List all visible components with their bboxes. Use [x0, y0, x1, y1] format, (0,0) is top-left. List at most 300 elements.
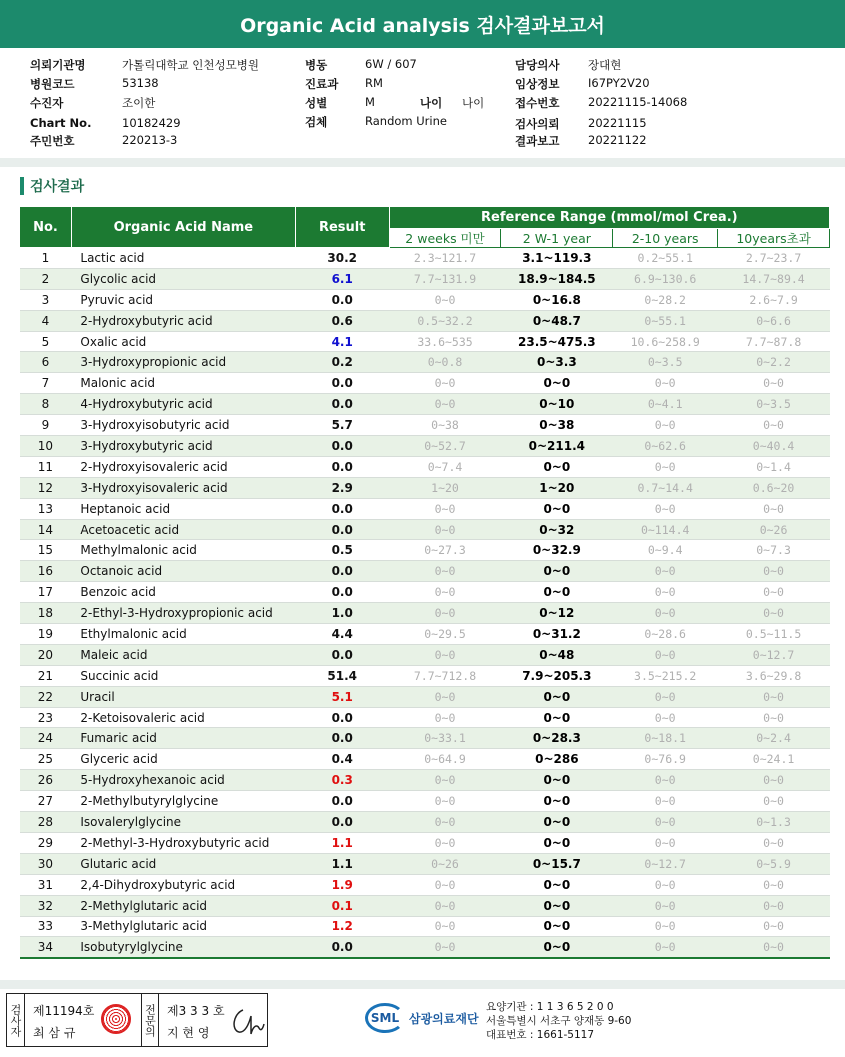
ref-2-10years: 0~0: [613, 582, 718, 603]
table-row: [20, 916, 830, 937]
result-value: 5.1: [295, 686, 389, 707]
ref-10years: 0~26: [718, 519, 830, 540]
ref-10years: 7.7~87.8: [718, 331, 830, 352]
acid-name: Succinic acid: [71, 665, 295, 686]
ref-10years: 14.7~89.4: [718, 268, 830, 289]
result-value: 0.0: [295, 498, 389, 519]
ref-2w-1year: 0~0: [501, 498, 613, 519]
table-row: [20, 540, 830, 561]
row-number: 17: [20, 582, 72, 603]
seal-stamp: [101, 1004, 131, 1034]
row-number: 18: [20, 603, 72, 624]
result-value: 6.1: [295, 268, 389, 289]
ref-2w-1year: 0~0: [501, 456, 613, 477]
table-row: [20, 373, 830, 394]
clinical-value: I67PY2V20: [588, 76, 650, 90]
ref-col-header: 2-10 years: [613, 229, 718, 248]
ref-2w-1year: 0~211.4: [501, 436, 613, 457]
ref-10years: 0~3.5: [718, 394, 830, 415]
ref-2w-1year: 0~38: [501, 415, 613, 436]
ref-2-10years: 0~114.4: [613, 519, 718, 540]
row-number: 16: [20, 561, 72, 582]
examinee-label: 수진자: [30, 96, 64, 110]
result-value: 0.2: [295, 352, 389, 373]
ref-2-10years: 0~0: [613, 603, 718, 624]
request-label: 검사의뢰: [515, 117, 560, 131]
table-row: [20, 352, 830, 373]
ref-2weeks: 0~29.5: [389, 624, 501, 645]
ref-2weeks: 0~26: [389, 853, 501, 874]
ref-10years: 0~0: [718, 498, 830, 519]
acid-name: 3-Hydroxyisovaleric acid: [71, 477, 295, 498]
ref-2-10years: 0~0: [613, 498, 718, 519]
row-number: 21: [20, 665, 72, 686]
acid-name: Uracil: [71, 686, 295, 707]
table-row: [20, 832, 830, 853]
ref-2-10years: 6.9~130.6: [613, 268, 718, 289]
sml-logo: [365, 1003, 479, 1033]
doctor-value: 장대현: [588, 58, 622, 72]
ref-2w-1year: 0~0: [501, 561, 613, 582]
hospital-code-value: 53138: [122, 76, 159, 90]
ref-2-10years: 0~0: [613, 937, 718, 958]
ref-2w-1year: 0~0: [501, 791, 613, 812]
ref-2w-1year: 0~16.8: [501, 289, 613, 310]
examinee-value: 조이한: [122, 96, 156, 110]
result-value: 51.4: [295, 665, 389, 686]
table-row: [20, 686, 830, 707]
ref-2w-1year: 0~0: [501, 874, 613, 895]
ref-2weeks: 33.6~535: [389, 331, 501, 352]
row-number: 9: [20, 415, 72, 436]
table-row: [20, 519, 830, 540]
ref-10years: 0~0: [718, 916, 830, 937]
ref-2-10years: 0~12.7: [613, 853, 718, 874]
result-value: 4.1: [295, 331, 389, 352]
ref-2-10years: 0~0: [613, 832, 718, 853]
ref-2weeks: 0~0: [389, 812, 501, 833]
ref-2w-1year: 0~0: [501, 373, 613, 394]
acid-name: 3-Methylglutaric acid: [71, 916, 295, 937]
ref-2-10years: 0~28.6: [613, 624, 718, 645]
examiner-name: 최 삼 규: [33, 1026, 76, 1040]
ref-10years: 0~40.4: [718, 436, 830, 457]
ref-2-10years: 0~0: [613, 456, 718, 477]
sex-label: 성별: [305, 96, 328, 110]
row-number: 10: [20, 436, 72, 457]
ref-10years: 0~0: [718, 582, 830, 603]
ref-2weeks: 7.7~131.9: [389, 268, 501, 289]
ref-10years: 0~0: [718, 603, 830, 624]
ref-2weeks: 0~0.8: [389, 352, 501, 373]
ref-2weeks: 0~0: [389, 895, 501, 916]
ref-2w-1year: 0~0: [501, 707, 613, 728]
result-value: 0.0: [295, 561, 389, 582]
acid-name: 2-Methyl-3-Hydroxybutyric acid: [71, 832, 295, 853]
table-row: [20, 477, 830, 498]
ref-2w-1year: 0~3.3: [501, 352, 613, 373]
row-number: 19: [20, 624, 72, 645]
row-number: 33: [20, 916, 72, 937]
ref-10years: 0~0: [718, 895, 830, 916]
row-number: 14: [20, 519, 72, 540]
ref-2weeks: 0~0: [389, 373, 501, 394]
report-value: 20221122: [588, 133, 647, 147]
ref-10years: 0~24.1: [718, 749, 830, 770]
ref-2w-1year: 0~286: [501, 749, 613, 770]
result-value: 30.2: [295, 248, 389, 269]
ref-2w-1year: 0~0: [501, 916, 613, 937]
ref-2weeks: 0~0: [389, 916, 501, 937]
ref-2-10years: 10.6~258.9: [613, 331, 718, 352]
ref-2weeks: 0~64.9: [389, 749, 501, 770]
row-number: 1: [20, 248, 72, 269]
ref-10years: 2.7~23.7: [718, 248, 830, 269]
result-value: 0.5: [295, 540, 389, 561]
acid-name: Methylmalonic acid: [71, 540, 295, 561]
report-title-bar: [0, 0, 845, 48]
result-value: 5.7: [295, 415, 389, 436]
examiner-vertical-label: [7, 994, 25, 1046]
institution-value: 가톨릭대학교 인천성모병원: [122, 58, 259, 72]
signature-mark: [229, 1006, 265, 1036]
table-row: [20, 895, 830, 916]
ref-2-10years: 0~0: [613, 874, 718, 895]
result-value: 0.0: [295, 289, 389, 310]
ref-2-10years: 0~0: [613, 812, 718, 833]
institution-label: 의뢰기관명: [30, 58, 86, 72]
table-row: [20, 289, 830, 310]
specimen-value: Random Urine: [365, 114, 447, 128]
section-title: 검사결과: [30, 179, 85, 195]
acid-name: Benzoic acid: [71, 582, 295, 603]
result-value: 0.0: [295, 791, 389, 812]
row-number: 5: [20, 331, 72, 352]
table-row: [20, 310, 830, 331]
ref-col-header: 2 W-1 year: [501, 229, 613, 248]
table-row: [20, 394, 830, 415]
row-number: 3: [20, 289, 72, 310]
result-value: 1.2: [295, 916, 389, 937]
chart-value: 10182429: [122, 116, 181, 130]
sml-logo-mark: SML: [365, 1003, 405, 1033]
ref-2w-1year: 7.9~205.3: [501, 665, 613, 686]
acid-name: 3-Hydroxyisobutyric acid: [71, 415, 295, 436]
ref-2-10years: 0~0: [613, 415, 718, 436]
ref-10years: 0~0: [718, 874, 830, 895]
sex-value: M: [365, 95, 375, 109]
ref-2w-1year: 0~0: [501, 832, 613, 853]
result-value: 0.0: [295, 436, 389, 457]
ref-2w-1year: 0~0: [501, 937, 613, 958]
ref-2-10years: 3.5~215.2: [613, 665, 718, 686]
ref-2-10years: 0~0: [613, 895, 718, 916]
acid-name: 2-Methylglutaric acid: [71, 895, 295, 916]
row-number: 7: [20, 373, 72, 394]
dept-label: 진료과: [305, 77, 339, 91]
ref-2w-1year: 0~12: [501, 603, 613, 624]
ward-label: 병동: [305, 58, 328, 72]
row-number: 22: [20, 686, 72, 707]
ref-10years: 0~0: [718, 937, 830, 958]
acid-name: 4-Hydroxybutyric acid: [71, 394, 295, 415]
result-value: 0.0: [295, 456, 389, 477]
row-number: 34: [20, 937, 72, 958]
acid-name: Lactic acid: [71, 248, 295, 269]
receipt-label: 접수번호: [515, 96, 560, 110]
acid-name: Maleic acid: [71, 644, 295, 665]
acid-name: Pyruvic acid: [71, 289, 295, 310]
result-value: 0.0: [295, 707, 389, 728]
ref-10years: 0~0: [718, 686, 830, 707]
result-value: 2.9: [295, 477, 389, 498]
ref-2weeks: 0~0: [389, 874, 501, 895]
ref-col-header: 10years초과: [718, 229, 830, 248]
ref-2w-1year: 0~32.9: [501, 540, 613, 561]
separator-band: [0, 158, 845, 167]
result-value: 0.1: [295, 895, 389, 916]
ref-2-10years: 0~9.4: [613, 540, 718, 561]
org-info: [486, 1000, 631, 1042]
acid-name: Isovalerylglycine: [71, 812, 295, 833]
request-value: 20221115: [588, 116, 647, 130]
chart-label: Chart No.: [30, 116, 92, 130]
acid-name: Heptanoic acid: [71, 498, 295, 519]
ref-10years: 0~12.7: [718, 644, 830, 665]
table-row: [20, 268, 830, 289]
signature-box: [6, 993, 268, 1047]
ref-2-10years: 0~28.2: [613, 289, 718, 310]
result-value: 0.0: [295, 937, 389, 958]
ref-10years: 2.6~7.9: [718, 289, 830, 310]
table-row: [20, 812, 830, 833]
org-line2: 서울특별시 서초구 양재동 9-60: [486, 1015, 632, 1027]
ref-2-10years: 0~55.1: [613, 310, 718, 331]
table-row: [20, 582, 830, 603]
ref-10years: 0~0: [718, 770, 830, 791]
ref-2weeks: 0~27.3: [389, 540, 501, 561]
acid-name: Glutaric acid: [71, 853, 295, 874]
ref-10years: 0~0: [718, 707, 830, 728]
report-label: 결과보고: [515, 134, 560, 148]
table-row: [20, 749, 830, 770]
license1: 제11194호: [33, 1004, 95, 1018]
acid-name: 2-Ketoisovaleric acid: [71, 707, 295, 728]
table-row: [20, 624, 830, 645]
ref-2weeks: 0~0: [389, 644, 501, 665]
section-heading: [20, 176, 84, 196]
acid-name: Glyceric acid: [71, 749, 295, 770]
ref-2-10years: 0~0: [613, 916, 718, 937]
row-number: 31: [20, 874, 72, 895]
ref-2-10years: 0~18.1: [613, 728, 718, 749]
ref-2w-1year: 3.1~119.3: [501, 248, 613, 269]
table-row: [20, 415, 830, 436]
ref-2-10years: 0~0: [613, 707, 718, 728]
ref-10years: 0.6~20: [718, 477, 830, 498]
row-number: 6: [20, 352, 72, 373]
table-row: [20, 874, 830, 895]
acid-name: 3-Hydroxypropionic acid: [71, 352, 295, 373]
row-number: 24: [20, 728, 72, 749]
patient-info: [0, 52, 845, 150]
result-value: 0.0: [295, 728, 389, 749]
ref-2w-1year: 0~0: [501, 770, 613, 791]
ref-2-10years: 0~0: [613, 791, 718, 812]
ref-2weeks: 0~0: [389, 561, 501, 582]
ref-10years: 0~1.3: [718, 812, 830, 833]
ref-2w-1year: 0~32: [501, 519, 613, 540]
result-value: 0.0: [295, 394, 389, 415]
acid-name: Ethylmalonic acid: [71, 624, 295, 645]
result-value: 4.4: [295, 624, 389, 645]
ref-2-10years: 0~76.9: [613, 749, 718, 770]
table-row: [20, 331, 830, 352]
col-ref-header: Reference Range (mmol/mol Crea.): [389, 207, 829, 229]
ref-2w-1year: 0~0: [501, 812, 613, 833]
report-title: Organic Acid analysis 검사결과보고서: [240, 14, 605, 37]
table-row: [20, 498, 830, 519]
ref-10years: 0~2.4: [718, 728, 830, 749]
ref-10years: 0~2.2: [718, 352, 830, 373]
ref-2w-1year: 0~31.2: [501, 624, 613, 645]
dept-value: RM: [365, 76, 383, 90]
ref-2weeks: 0~0: [389, 832, 501, 853]
ref-2weeks: 0~7.4: [389, 456, 501, 477]
ref-2-10years: 0~0: [613, 561, 718, 582]
section-marker: [20, 177, 24, 195]
ref-10years: 0~0: [718, 561, 830, 582]
footer-band: [0, 980, 845, 989]
ref-2w-1year: 1~20: [501, 477, 613, 498]
row-number: 28: [20, 812, 72, 833]
ref-2weeks: 1~20: [389, 477, 501, 498]
ref-2weeks: 0.5~32.2: [389, 310, 501, 331]
table-row: [20, 561, 830, 582]
ref-2weeks: 2.3~121.7: [389, 248, 501, 269]
row-number: 12: [20, 477, 72, 498]
ref-10years: 0~7.3: [718, 540, 830, 561]
col-result-header: Result: [295, 207, 389, 248]
result-value: 0.0: [295, 373, 389, 394]
acid-name: Octanoic acid: [71, 561, 295, 582]
row-number: 20: [20, 644, 72, 665]
ref-2weeks: 0~0: [389, 582, 501, 603]
table-row: [20, 644, 830, 665]
ref-10years: 0~0: [718, 415, 830, 436]
table-row: [20, 770, 830, 791]
col-name-header: Organic Acid Name: [71, 207, 295, 248]
resident-label: 주민번호: [30, 134, 75, 148]
ref-2-10years: 0~0: [613, 686, 718, 707]
table-row: [20, 603, 830, 624]
age-value: 나이: [462, 96, 485, 110]
ref-2-10years: 0~62.6: [613, 436, 718, 457]
ref-2-10years: 0.7~14.4: [613, 477, 718, 498]
ref-10years: 0.5~11.5: [718, 624, 830, 645]
table-row: [20, 853, 830, 874]
ref-2weeks: 0~0: [389, 519, 501, 540]
results-table: [19, 206, 830, 959]
row-number: 2: [20, 268, 72, 289]
ref-2w-1year: 0~48: [501, 644, 613, 665]
specialist-name: 지 현 영: [167, 1026, 210, 1040]
acid-name: 2-Hydroxyisovaleric acid: [71, 456, 295, 477]
specimen-label: 검체: [305, 115, 328, 129]
acid-name: Fumaric acid: [71, 728, 295, 749]
acid-name: 2,4-Dihydroxybutyric acid: [71, 874, 295, 895]
ref-2weeks: 0~0: [389, 937, 501, 958]
acid-name: 3-Hydroxybutyric acid: [71, 436, 295, 457]
ref-2weeks: 0~0: [389, 603, 501, 624]
row-number: 23: [20, 707, 72, 728]
org-name: 삼광의료재단: [409, 1011, 479, 1026]
resident-value: 220213-3: [122, 133, 178, 147]
ref-10years: 0~6.6: [718, 310, 830, 331]
ref-2w-1year: 0~0: [501, 895, 613, 916]
row-number: 32: [20, 895, 72, 916]
ref-2-10years: 0~0: [613, 770, 718, 791]
ref-10years: 3.6~29.8: [718, 665, 830, 686]
ref-2weeks: 0~0: [389, 791, 501, 812]
ref-2weeks: 0~0: [389, 498, 501, 519]
acid-name: Oxalic acid: [71, 331, 295, 352]
acid-name: 2-Ethyl-3-Hydroxypropionic acid: [71, 603, 295, 624]
result-value: 1.1: [295, 832, 389, 853]
row-number: 13: [20, 498, 72, 519]
ref-2-10years: 0~0: [613, 644, 718, 665]
ref-2-10years: 0.2~55.1: [613, 248, 718, 269]
ref-10years: 0~0: [718, 791, 830, 812]
row-number: 15: [20, 540, 72, 561]
table-row: [20, 665, 830, 686]
result-value: 0.4: [295, 749, 389, 770]
hospital-code-label: 병원코드: [30, 77, 75, 91]
ref-2weeks: 0~0: [389, 289, 501, 310]
row-number: 29: [20, 832, 72, 853]
table-row: [20, 728, 830, 749]
acid-name: 2-Methylbutyrylglycine: [71, 791, 295, 812]
acid-name: 2-Hydroxybutyric acid: [71, 310, 295, 331]
ref-2w-1year: 0~28.3: [501, 728, 613, 749]
table-row: [20, 707, 830, 728]
result-value: 1.1: [295, 853, 389, 874]
acid-name: Malonic acid: [71, 373, 295, 394]
ref-2weeks: 0~0: [389, 686, 501, 707]
result-value: 1.0: [295, 603, 389, 624]
ref-2w-1year: 0~0: [501, 686, 613, 707]
org-line1: 요양기관 : 1 1 3 6 5 2 0 0: [486, 1001, 614, 1013]
ref-2weeks: 0~33.1: [389, 728, 501, 749]
table-row: [20, 791, 830, 812]
ref-2weeks: 0~38: [389, 415, 501, 436]
specialist-vertical-text: 전문의: [143, 1003, 157, 1037]
table-row: [20, 456, 830, 477]
ref-2w-1year: 18.9~184.5: [501, 268, 613, 289]
ref-2weeks: 0~0: [389, 707, 501, 728]
row-number: 25: [20, 749, 72, 770]
table-row: [20, 937, 830, 958]
clinical-label: 임상정보: [515, 77, 560, 91]
ref-10years: 0~5.9: [718, 853, 830, 874]
result-value: 0.6: [295, 310, 389, 331]
ref-2w-1year: 0~48.7: [501, 310, 613, 331]
acid-name: Isobutyrylglycine: [71, 937, 295, 958]
ref-10years: 0~0: [718, 373, 830, 394]
row-number: 27: [20, 791, 72, 812]
ref-2weeks: 0~0: [389, 770, 501, 791]
row-number: 11: [20, 456, 72, 477]
